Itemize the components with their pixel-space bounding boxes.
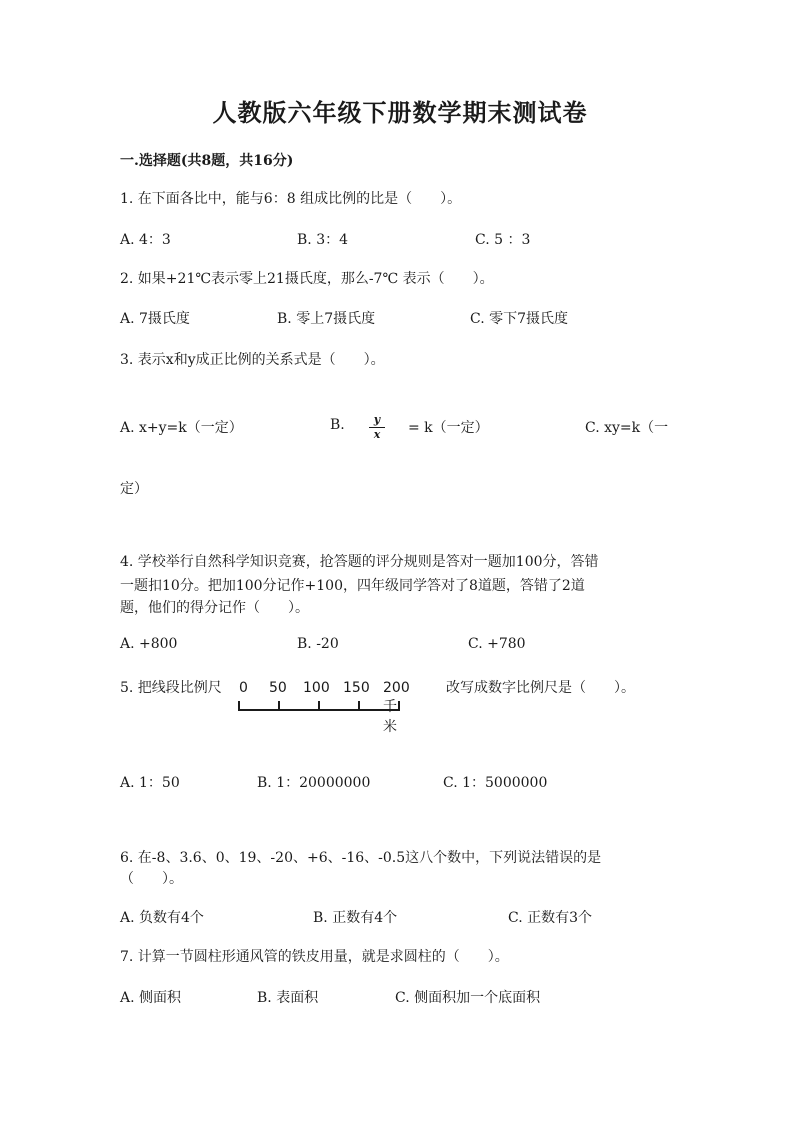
question-3-option-b-label: B. <box>330 417 345 433</box>
scale-label-0: 0 <box>239 680 248 696</box>
question-1-stem: 1. 在下面各比中，能与6：8 组成比例的比是（ ）。 <box>120 191 462 207</box>
scale-label-50: 50 <box>269 680 287 696</box>
question-7-option-c: C. 侧面积加一个底面积 <box>395 990 541 1006</box>
question-4-stem-line-2: 一题扣10分。把加100分记作+100，四年级同学答对了8道题，答错了2道 <box>120 578 585 594</box>
fraction-denominator: x <box>373 428 381 441</box>
question-4-option-b: B. -20 <box>297 636 339 652</box>
line-segment-scale <box>235 680 445 735</box>
question-3-option-b-text: = k（一定） <box>408 420 489 436</box>
question-6-stem-line-1: 6. 在-8、3.6、0、19、-20、+6、-16、-0.5这八个数中，下列说法错误的是 <box>120 850 602 866</box>
scale-label-150: 150 <box>343 680 370 696</box>
question-6-stem-line-2: （ ）。 <box>120 871 183 887</box>
question-5-stem-after: 改写成数字比例尺是（ ）。 <box>446 680 635 696</box>
question-5-option-b: B. 1：20000000 <box>257 775 371 791</box>
question-4-stem-line-1: 4. 学校举行自然科学知识竞赛，抢答题的评分规则是答对一题加100分，答错 <box>120 554 599 570</box>
question-2-option-a: A. 7摄氏度 <box>120 311 190 327</box>
question-2-stem: 2. 如果+21℃表示零上21摄氏度，那么-7℃ 表示（ ）。 <box>120 271 494 287</box>
question-4-option-c: C. +780 <box>468 636 526 652</box>
question-4-stem-line-3: 题，他们的得分记作（ ）。 <box>120 600 309 616</box>
question-1-option-a: A. 4：3 <box>120 232 171 248</box>
question-3-option-c-wrap: 定） <box>120 481 148 497</box>
scale-label-200-km: 200千米 <box>383 680 410 735</box>
question-2-option-b: B. 零上7摄氏度 <box>277 311 376 327</box>
question-5-option-c: C. 1：5000000 <box>443 775 548 791</box>
fraction-y-over-x <box>369 414 385 441</box>
scale-ruler <box>235 680 445 714</box>
question-3-option-c: C. xy=k（一 <box>585 420 669 436</box>
question-6-option-b: B. 正数有4个 <box>313 910 398 926</box>
fraction-numerator: y <box>373 413 381 426</box>
page-title: 人教版六年级下册数学期末测试卷 <box>212 98 588 127</box>
section-heading: 一.选择题(共8题，共16分) <box>120 153 294 169</box>
question-6-option-c: C. 正数有3个 <box>508 910 593 926</box>
question-7-stem: 7. 计算一节圆柱形通风管的铁皮用量，就是求圆柱的（ ）。 <box>120 949 509 965</box>
scale-label-100: 100 <box>303 680 330 696</box>
question-3-stem: 3. 表示x和y成正比例的关系式是（ ）。 <box>120 352 385 368</box>
question-7-option-a: A. 侧面积 <box>120 990 182 1006</box>
question-2-option-c: C. 零下7摄氏度 <box>470 311 569 327</box>
question-6-option-a: A. 负数有4个 <box>120 910 204 926</box>
question-1-option-b: B. 3：4 <box>297 232 349 248</box>
question-7-option-b: B. 表面积 <box>257 990 319 1006</box>
question-1-option-c: C. 5 ：3 <box>475 232 531 248</box>
question-3-option-a: A. x+y=k（一定） <box>120 420 243 436</box>
question-5-option-a: A. 1：50 <box>120 775 180 791</box>
question-5-stem-before: 5. 把线段比例尺 <box>120 680 222 696</box>
question-4-option-a: A. +800 <box>120 636 178 652</box>
